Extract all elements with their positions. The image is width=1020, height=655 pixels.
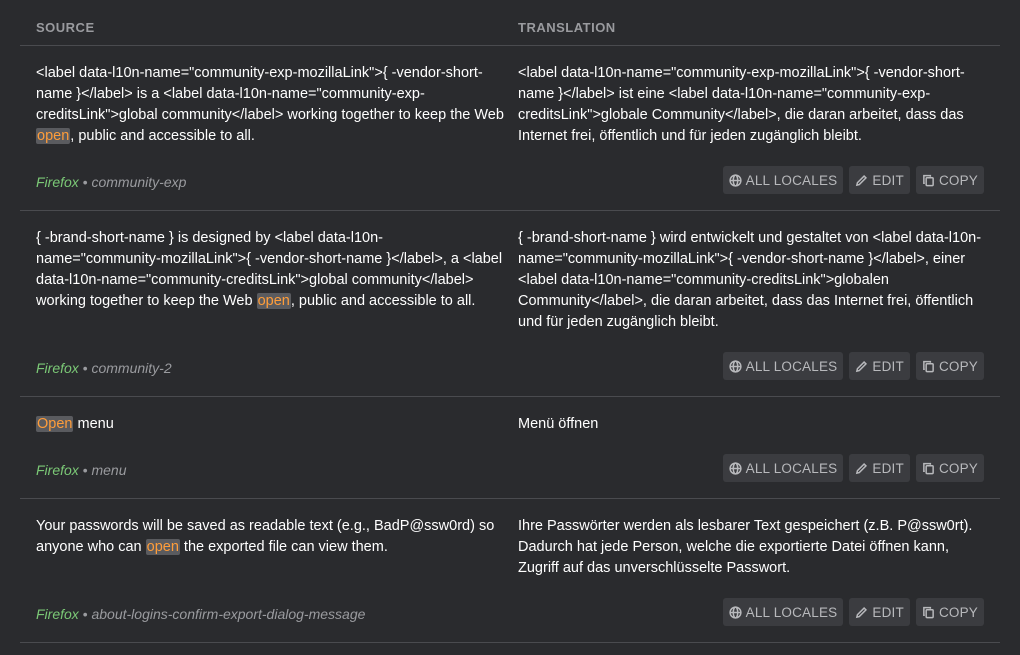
all-locales-button[interactable] bbox=[723, 352, 844, 380]
source-text-before: { -brand-short-name } is designed by <label data-l10n-name="community-mozillaLink">{ -vendor-short-name }</label>, a <label data-l10n-name="community-creditsLink">global community</label> working together to keep the Web bbox=[36, 230, 503, 309]
translation-text: Menü öffnen bbox=[518, 416, 599, 432]
edit-button[interactable] bbox=[849, 352, 910, 380]
source-text bbox=[36, 63, 506, 147]
entity-meta bbox=[36, 606, 365, 622]
meta-separator: • bbox=[78, 360, 92, 376]
search-match-highlight: open bbox=[37, 128, 70, 144]
entity-meta bbox=[36, 360, 172, 376]
search-match-highlight: open bbox=[146, 539, 179, 555]
source-text bbox=[36, 228, 506, 312]
copy-icon bbox=[922, 462, 935, 475]
row-actions bbox=[723, 598, 984, 626]
edit-label: EDIT bbox=[872, 460, 904, 476]
source-text-after: , public and accessible to all. bbox=[70, 128, 255, 144]
translation-memory-table bbox=[20, 0, 1000, 643]
search-match-highlight: Open bbox=[37, 416, 73, 432]
table-header bbox=[20, 0, 1000, 46]
globe-icon bbox=[729, 462, 742, 475]
copy-icon bbox=[922, 174, 935, 187]
entity-key: about-logins-confirm-export-dialog-message bbox=[91, 606, 366, 622]
table-row bbox=[20, 397, 1000, 499]
copy-icon bbox=[922, 360, 935, 373]
meta-separator: • bbox=[78, 174, 92, 190]
all-locales-button[interactable] bbox=[723, 454, 844, 482]
copy-label: COPY bbox=[938, 172, 978, 188]
project-link[interactable]: Firefox bbox=[36, 174, 79, 190]
all-locales-label: ALL LOCALES bbox=[745, 604, 838, 620]
copy-label: COPY bbox=[938, 604, 978, 620]
source-column-header: SOURCE bbox=[36, 20, 95, 35]
copy-icon bbox=[922, 606, 935, 619]
meta-separator: • bbox=[78, 462, 92, 478]
copy-label: COPY bbox=[938, 460, 978, 476]
search-match-highlight: open bbox=[257, 293, 290, 309]
project-link[interactable]: Firefox bbox=[36, 360, 79, 376]
pencil-icon bbox=[855, 174, 868, 187]
all-locales-label: ALL LOCALES bbox=[745, 460, 838, 476]
project-link[interactable]: Firefox bbox=[36, 606, 79, 622]
all-locales-button[interactable] bbox=[723, 166, 844, 194]
copy-button[interactable] bbox=[916, 598, 984, 626]
all-locales-button[interactable] bbox=[723, 598, 844, 626]
edit-button[interactable] bbox=[849, 454, 910, 482]
copy-label: COPY bbox=[938, 358, 978, 374]
source-text-before: Your passwords will be saved as readable text (e.g., BadP@ssw0rd) so anyone who can bbox=[36, 518, 495, 555]
entity-meta bbox=[36, 462, 127, 478]
globe-icon bbox=[729, 360, 742, 373]
edit-button[interactable] bbox=[849, 598, 910, 626]
edit-label: EDIT bbox=[872, 172, 904, 188]
meta-separator: • bbox=[78, 606, 92, 622]
source-text bbox=[36, 414, 506, 435]
source-text-before: <label data-l10n-name="community-exp-mozillaLink">{ -vendor-short-name }</label> is a <label data-l10n-name="community-exp-creditsLink">global community</label> working together to keep the Web bbox=[36, 65, 504, 123]
pencil-icon bbox=[855, 360, 868, 373]
translation-text: { -brand-short-name } wird entwickelt und gestaltet von <label data-l10n-name="community-mozillaLink">{ -vendor-short-name }</label>, einer <label data-l10n-name="community-creditsLink">globalen Community</label>, die daran arbeitet, dass das Internet frei, öffentlich und für jeden zugänglich bleibt. bbox=[518, 230, 982, 330]
entity-meta bbox=[36, 174, 186, 190]
project-link[interactable]: Firefox bbox=[36, 462, 79, 478]
copy-button[interactable] bbox=[916, 454, 984, 482]
pencil-icon bbox=[855, 462, 868, 475]
source-text-after: the exported file can view them. bbox=[179, 539, 388, 555]
source-text-after: menu bbox=[73, 416, 114, 432]
globe-icon bbox=[729, 174, 742, 187]
entity-key: community-2 bbox=[91, 360, 172, 376]
all-locales-label: ALL LOCALES bbox=[745, 358, 838, 374]
edit-button[interactable] bbox=[849, 166, 910, 194]
row-actions bbox=[723, 166, 984, 194]
entity-key: community-exp bbox=[91, 174, 187, 190]
table-row bbox=[20, 499, 1000, 643]
copy-button[interactable] bbox=[916, 352, 984, 380]
translation-column-header: TRANSLATION bbox=[518, 20, 616, 35]
row-actions bbox=[723, 352, 984, 380]
entity-key: menu bbox=[91, 462, 127, 478]
translation-text: <label data-l10n-name="community-exp-mozillaLink">{ -vendor-short-name }</label> ist eine <label data-l10n-name="community-exp-creditsLink">globale Community</label>, die daran arbeitet, dass das Internet frei, öffentlich und für jeden zugänglich bleibt. bbox=[518, 65, 965, 144]
source-text-after: , public and accessible to all. bbox=[290, 293, 476, 309]
copy-button[interactable] bbox=[916, 166, 984, 194]
translation-text: Ihre Passwörter werden als lesbarer Text gespeichert (z.B. P@ssw0rt). Dadurch hat jede Person, welche die exportierte Datei öffnen kann, Zugriff auf das unverschlüsselte Passwort. bbox=[518, 518, 973, 576]
source-text bbox=[36, 516, 506, 558]
edit-label: EDIT bbox=[872, 358, 904, 374]
table-row bbox=[20, 46, 1000, 211]
globe-icon bbox=[729, 606, 742, 619]
row-actions bbox=[723, 454, 984, 482]
pencil-icon bbox=[855, 606, 868, 619]
all-locales-label: ALL LOCALES bbox=[745, 172, 838, 188]
table-row bbox=[20, 211, 1000, 397]
edit-label: EDIT bbox=[872, 604, 904, 620]
